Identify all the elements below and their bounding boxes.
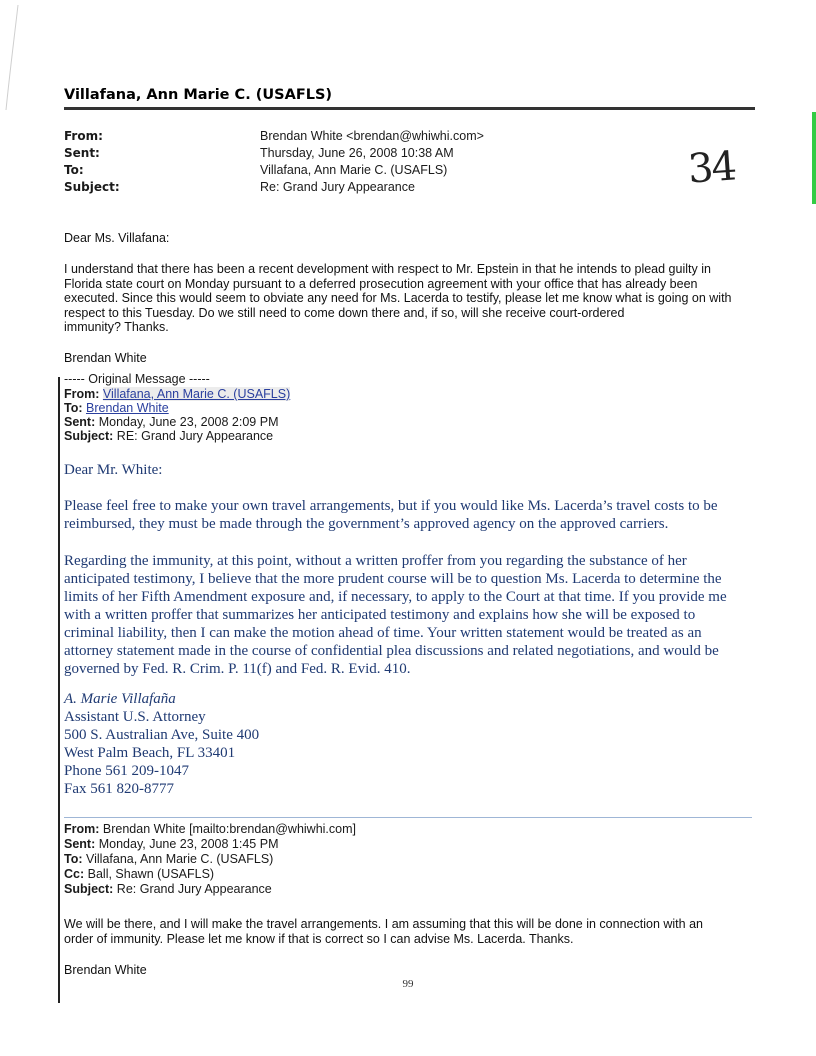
message-separator [64, 817, 752, 818]
earlier-subject: Subject: Re: Grand Jury Appearance [64, 882, 272, 896]
earlier-line: We will be there, and I will make the travel arrangements. I am assuming that this will be done in connection with an [64, 917, 703, 931]
signature-line: Phone 561 209-1047 [64, 763, 189, 779]
original-sent: Sent: Monday, June 23, 2008 2:09 PM [64, 415, 279, 429]
reply-line: attorney statement made in the course of confidential plea discussions and related negotiations, and would be [64, 643, 719, 659]
original-to: To: Brendan White [64, 401, 169, 415]
scan-edge-tab [812, 112, 816, 204]
signature-line: West Palm Beach, FL 33401 [64, 745, 236, 761]
reply-line: with a written proffer that summarizes her anticipated testimony and explains how she will be exposed to [64, 607, 696, 623]
header-to: To: Villafana, Ann Marie C. (USAFLS) [64, 163, 448, 177]
signature-line: Assistant U.S. Attorney [64, 709, 206, 725]
original-subject: Subject: RE: Grand Jury Appearance [64, 429, 274, 443]
header-subject: Subject: Re: Grand Jury Appearance [64, 180, 415, 194]
earlier-from: From: Brendan White [mailto:brendan@whiwhi.com] [64, 822, 356, 836]
reply-line: Please feel free to make your own travel arrangements, but if you would like Ms. Lacerda’s travel costs to be [64, 498, 718, 514]
sender-signature-block [64, 708, 259, 798]
signature-line: Fax 561 820-8777 [64, 781, 174, 797]
quote-bar [58, 377, 60, 1003]
earlier-body [64, 917, 764, 946]
body-line: I understand that there has been a recent development with respect to Mr. Epstein in that he intends to plead guilty in [64, 262, 711, 276]
body-line: immunity? Thanks. [64, 320, 169, 334]
reply-line: reimbursed, they must be made through the government’s approved agency on the approved carriers. [64, 516, 669, 532]
sender-name: A. Marie Villafaña [64, 691, 176, 707]
earlier-sent: Sent: Monday, June 23, 2008 1:45 PM [64, 837, 279, 851]
email-signature: Brendan White [64, 351, 147, 365]
mailbox-owner-title: Villafana, Ann Marie C. (USAFLS) [64, 87, 333, 103]
original-from: From: Villafana, Ann Marie C. (USAFLS) [64, 387, 291, 401]
title-divider [64, 107, 755, 110]
email-greeting: Dear Ms. Villafana: [64, 231, 170, 245]
reply-line: anticipated testimony, I believe that the more prudent course will be to question Ms. Lacerda to determine the [64, 571, 722, 587]
earlier-to: To: Villafana, Ann Marie C. (USAFLS) [64, 852, 274, 866]
reply-line: limits of her Fifth Amendment exposure and, if necessary, to apply to the Court at that time. If you provide me [64, 589, 727, 605]
reply-paragraph-2 [64, 552, 784, 678]
original-from-link[interactable]: Villafana, Ann Marie C. (USAFLS) [102, 387, 291, 401]
reply-paragraph-1 [64, 497, 784, 533]
handwritten-exhibit-number: 34 [686, 143, 737, 193]
original-to-link[interactable]: Brendan White [86, 401, 169, 415]
body-line: executed. Since this would seem to obviate any need for Ms. Lacerda to testify, please let me know what is going on with [64, 291, 732, 305]
reply-greeting: Dear Mr. White: [64, 462, 163, 478]
header-sent: Sent: Thursday, June 26, 2008 10:38 AM [64, 146, 454, 160]
signature-line: 500 S. Australian Ave, Suite 400 [64, 727, 260, 743]
page-number: 99 [402, 978, 414, 990]
scan-edge-mark [0, 0, 40, 120]
earlier-signature: Brendan White [64, 963, 147, 977]
reply-line: criminal liability, then I can make the motion ahead of time. Your written statement would be treated as an [64, 625, 702, 641]
earlier-cc: Cc: Ball, Shawn (USAFLS) [64, 867, 215, 881]
email-body [64, 262, 764, 335]
original-message-marker: ----- Original Message ----- [64, 372, 210, 386]
header-from: From: Brendan White <brendan@whiwhi.com> [64, 129, 484, 143]
reply-line: Regarding the immunity, at this point, without a written proffer from you regarding the substance of her [64, 553, 687, 569]
reply-line: governed by Fed. R. Crim. P. 11(f) and Fed. R. Evid. 410. [64, 661, 411, 677]
body-line: Florida state court on Monday pursuant to a deferred prosecution agreement with your office that has already been [64, 276, 698, 291]
body-line: respect to this Tuesday. Do we still need to come down there and, if so, will she receive court-ordered [64, 305, 625, 320]
earlier-line: order of immunity. Please let me know if that is correct so I can advise Ms. Lacerda. Thanks. [64, 931, 574, 946]
